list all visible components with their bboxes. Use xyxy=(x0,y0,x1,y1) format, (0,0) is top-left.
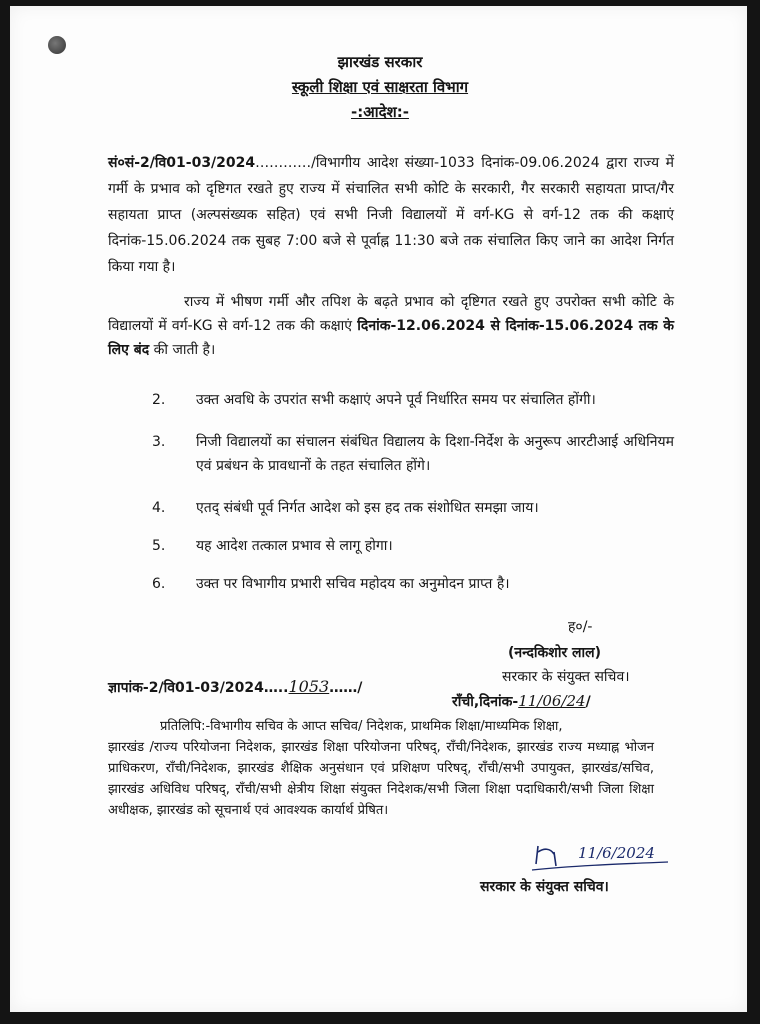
closure-dates: दिनांक-12.06.2024 से दिनांक-15.06.2024 तक के लिए बंद xyxy=(108,318,674,358)
item-number: 4. xyxy=(152,500,166,516)
order-title: -:आदेश:- xyxy=(351,103,409,121)
government-name: झारखंड सरकार xyxy=(337,53,423,71)
item-number: 3. xyxy=(152,434,166,450)
order-reference-text: /विभागीय आदेश संख्या-1033 दिनांक-09.06.2024 द्वारा राज्य में गर्मी के प्रभाव को दृष्टिगत रखते हुए राज्य में संचालित सभी कोटि के सरकारी, गैर सरकारी सहायता प्राप्त/गैर सहायता प्राप्त (अल्पसंख्यक सहित) एवं सभी निजी विद्यालयों में वर्ग-KG से वर्ग-12 तक की कक्षाएं दिनांक-15.06.2024 तक सुबह 7:00 बजे से पूर्वाह्न 11:30 बजे तक संचालित किए जाने का आदेश निर्गत किया गया है। xyxy=(108,155,674,275)
memo-date: 11/06/24 xyxy=(518,692,586,710)
handwritten-date: 11/6/2024 xyxy=(578,844,655,862)
item-text: यह आदेश तत्काल प्रभाव से लागू होगा। xyxy=(196,538,393,554)
place-date-label: रॉंची,दिनांक- xyxy=(452,694,519,710)
letterhead xyxy=(0,50,760,125)
closure-tail: की जाती है। xyxy=(153,342,216,358)
item-number: 6. xyxy=(152,576,166,592)
item-text: एतद् संबंधी पूर्व निर्गत आदेश को इस हद तक संशोधित समझा जाय। xyxy=(196,500,539,516)
item-text: उक्त अवधि के उपरांत सभी कक्षाएं अपने पूर्व निर्धारित समय पर संचालित होंगी। xyxy=(196,392,596,408)
joint-secretary-designation: सरकार के संयुक्त सचिव। xyxy=(480,879,609,895)
signature-ho: ह०/- xyxy=(568,619,593,635)
item-text: निजी विद्यालयों का संचालन संबंधित विद्यालय के दिशा-निर्देश के अनुरूप आरटीआई अधिनियम एवं प्रबंधन के प्रावधानों के तहत संचालित होंगे। xyxy=(196,434,674,474)
memo-reference: ज्ञापांक-2/वि01-03/2024…..1053……/ xyxy=(108,677,363,696)
item-number: 5. xyxy=(152,538,166,554)
memo-date-line: रॉंची,दिनांक-11/06/24/ xyxy=(452,692,591,710)
order-number: सं०सं-2/वि01-03/2024 xyxy=(108,155,256,171)
closure-text: राज्य में भीषण गर्मी और तपिश के बढ़ते प्रभाव को दृष्टिगत रखते हुए उपरोक्त सभी कोटि के विद्यालयों में वर्ग-KG से वर्ग-12 तक की कक्षाएं xyxy=(108,294,674,334)
memo-label: ज्ञापांक-2/वि01-03/2024 xyxy=(108,680,264,696)
item-number: 2. xyxy=(152,392,166,408)
copy-lead: प्रतिलिपि:-विभागीय सचिव के आप्त सचिव/ निदेशक, प्राथमिक शिक्षा/माध्यमिक शिक्षा, xyxy=(160,719,563,734)
department-name: स्कूली शिक्षा एवं साक्षरता विभाग xyxy=(291,78,469,96)
order-reference-paragraph xyxy=(108,150,674,280)
copy-body: झारखंड /राज्य परियोजना निदेशक, झारखंड शिक्षा परियोजना परिषद्, रॉंची/निदेशक, झारखंड राज्य मध्याह्न भोजन प्राधिकरण, रॉंची/निदेशक, झारखंड शैक्षिक अनुसंधान एवं प्रशिक्षण परिषद्, रॉंची/सभी उपायुक्त, झारखंड/सचिव, झारखंड अधिविध परिषद्, रॉंची/सभी क्षेत्रीय शिक्षा संयुक्त निदेशक/सभी जिला शिक्षा पदाधिकारी/सभी जिला शिक्षा अधीक्षक, झारखंड को सूचनार्थ एवं आवश्यक कार्यार्थ प्रेषित। xyxy=(108,740,654,818)
copy-to-paragraph xyxy=(108,716,654,821)
item-text: उक्त पर विभागीय प्रभारी सचिव महोदय का अनुमोदन प्राप्त है। xyxy=(196,576,510,592)
signatory-name: (नन्दकिशोर लाल) xyxy=(508,645,602,661)
memo-number: 1053 xyxy=(288,677,330,696)
signatory-designation: सरकार के संयुक्त सचिव। xyxy=(502,669,630,685)
order-dots: ………… xyxy=(255,155,312,171)
closure-paragraph xyxy=(108,290,674,362)
